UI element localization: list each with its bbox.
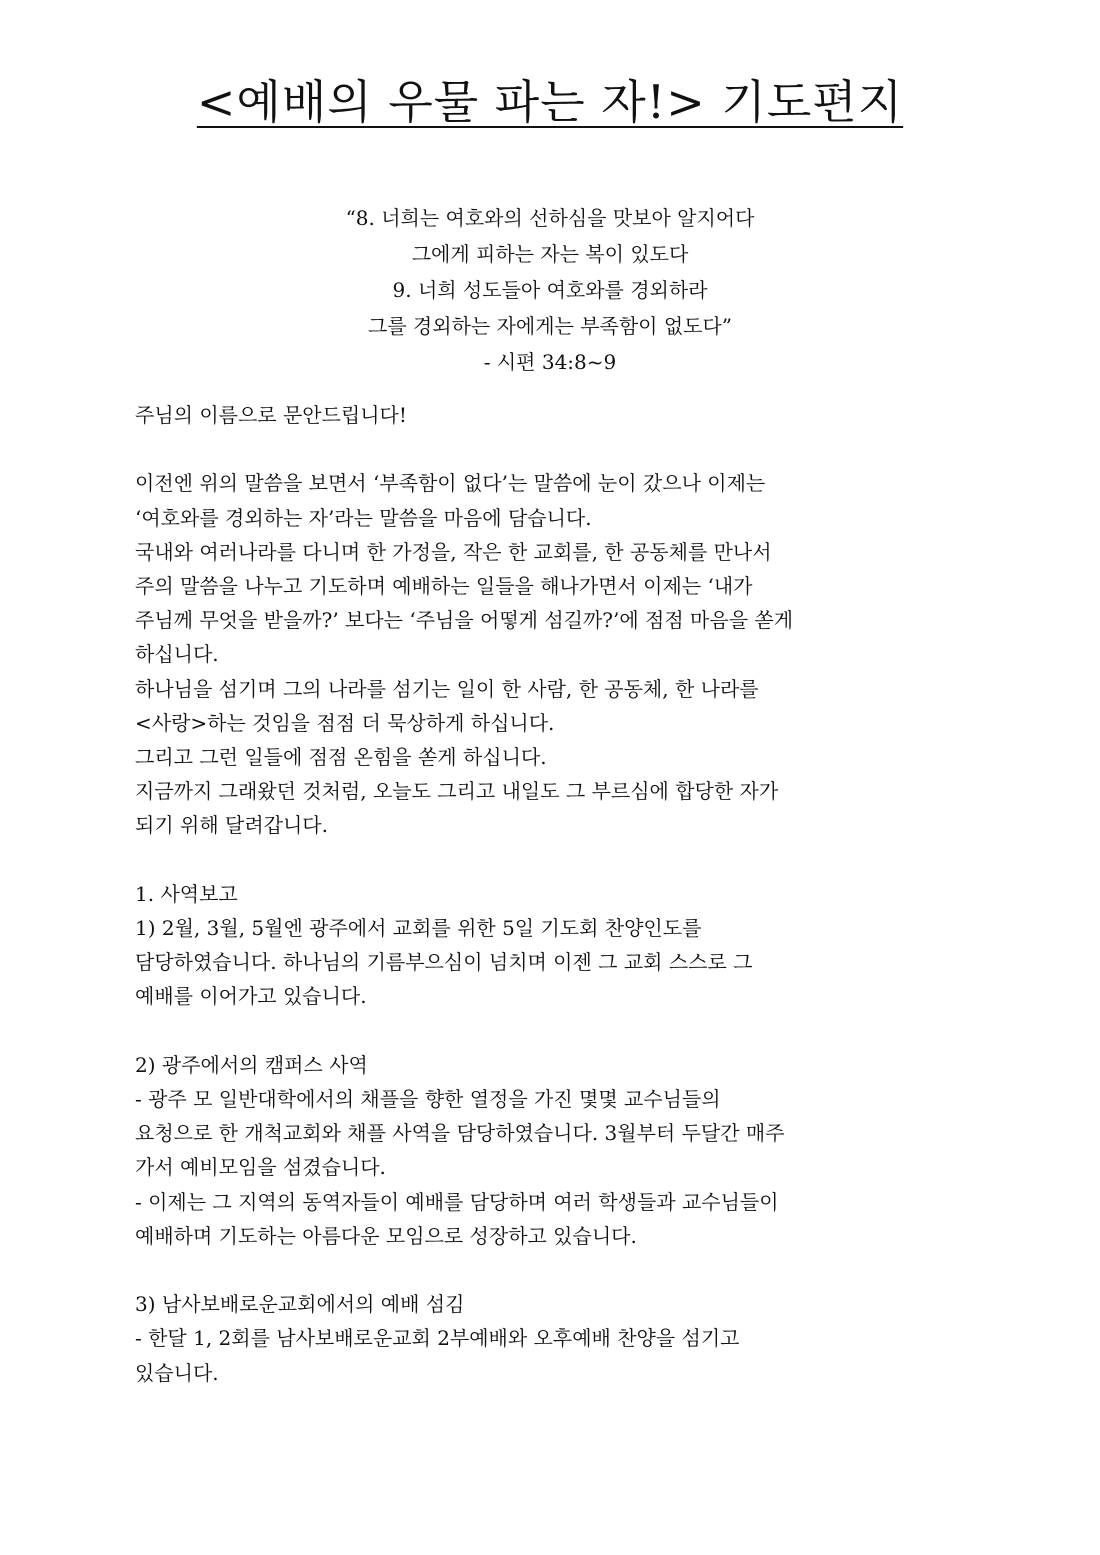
body-line: 1. 사역보고 xyxy=(135,881,238,906)
verse-line: 9. 너희 성도들아 여호와를 경외하라 xyxy=(392,278,708,302)
body-line: 되기 위해 달려갑니다. xyxy=(135,813,328,838)
letter-body xyxy=(135,398,965,1390)
body-line: 지금까지 그래왔던 것처럼, 오늘도 그리고 내일도 그 부르심에 합당한 자가 xyxy=(135,779,779,804)
verse-line: “8. 너희는 여호와의 선하심을 맛보아 알지어다 xyxy=(345,206,755,230)
body-line: - 광주 모 일반대학에서의 채플을 향한 열정을 가진 몇몇 교수님들의 xyxy=(135,1087,721,1112)
body-line: 있습니다. xyxy=(135,1360,219,1385)
verse-reference: - 시편 34:8~9 xyxy=(483,350,617,374)
body-line: 국내와 여러나라를 다니며 한 가정을, 작은 한 교회를, 한 공동체를 만나서 xyxy=(135,539,772,564)
body-line: 주님의 이름으로 문안드립니다! xyxy=(135,403,407,427)
body-line: ‘여호와를 경외하는 자’라는 말씀을 마음에 담습니다. xyxy=(135,505,592,530)
body-line: - 이제는 그 지역의 동역자들이 예배를 담당하며 여러 학생들과 교수님들이 xyxy=(135,1189,779,1214)
body-line: 요청으로 한 개척교회와 채플 사역을 담당하였습니다. 3월부터 두달간 매주 xyxy=(135,1121,785,1146)
scripture-quote xyxy=(0,200,1100,380)
body-line: 3) 남사보배로운교회에서의 예배 섬김 xyxy=(135,1292,465,1317)
body-line: 예배하며 기도하는 아름다운 모임으로 성장하고 있습니다. xyxy=(135,1223,637,1248)
body-line: 주님께 무엇을 받을까?’ 보다는 ‘주님을 어떻게 섬길까?’에 점점 마음을 쏟게 xyxy=(135,608,794,633)
body-line: 이전엔 위의 말씀을 보면서 ‘부족함이 없다’는 말씀에 눈이 갔으나 이제는 xyxy=(135,471,766,496)
body-line: - 한달 1, 2회를 남사보배로운교회 2부예배와 오후예배 찬양을 섬기고 xyxy=(135,1326,740,1351)
body-line: 그리고 그런 일들에 점점 온힘을 쏟게 하십니다. xyxy=(135,745,547,770)
body-line: 담당하였습니다. 하나님의 기름부으심이 넘치며 이젠 그 교회 스스로 그 xyxy=(135,950,753,975)
body-line: 1) 2월, 3월, 5월엔 광주에서 교회를 위한 5일 기도회 찬양인도를 xyxy=(135,916,702,941)
body-line: 예배를 이어가고 있습니다. xyxy=(135,984,367,1009)
body-line: 하십니다. xyxy=(135,642,219,667)
blank-line xyxy=(135,432,965,466)
verse-line: 그에게 피하는 자는 복이 있도다 xyxy=(411,242,689,266)
page-title-text: <예배의 우물 파는 자!> 기도편지 xyxy=(196,75,904,129)
body-line: 주의 말씀을 나누고 기도하며 예배하는 일들을 해나가면서 이제는 ‘내가 xyxy=(135,574,753,598)
body-line: 하나님을 섬기며 그의 나라를 섬기는 일이 한 사람, 한 공동체, 한 나라를 xyxy=(135,676,759,701)
page-title xyxy=(0,74,1100,130)
blank-line xyxy=(135,1014,965,1048)
blank-line xyxy=(135,843,965,877)
blank-line xyxy=(135,1253,965,1287)
body-line: 가서 예비모임을 섬겼습니다. xyxy=(135,1155,386,1180)
body-line: 2) 광주에서의 캠퍼스 사역 xyxy=(135,1052,368,1077)
verse-line: 그를 경외하는 자에게는 부족함이 없도다” xyxy=(367,314,733,338)
body-line: <사랑>하는 것임을 점점 더 묵상하게 하십니다. xyxy=(135,710,555,735)
